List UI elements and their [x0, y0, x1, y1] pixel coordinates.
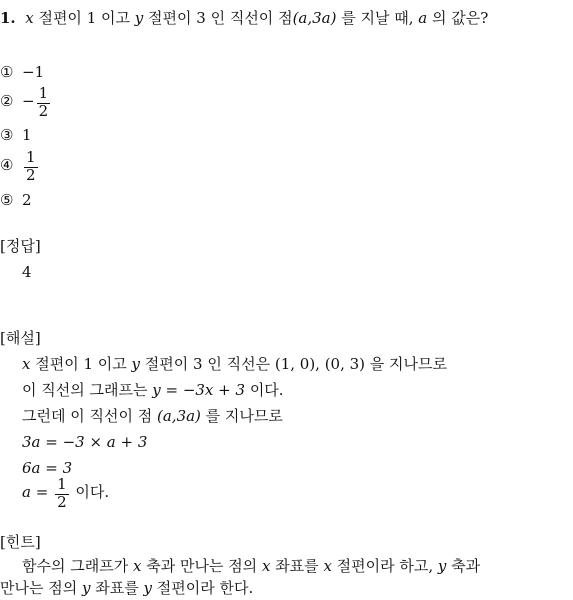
choice-1[interactable]: ① −1: [0, 63, 45, 81]
var-x: x: [25, 9, 34, 27]
fraction: $\frac{1}{2}$: [38, 83, 49, 120]
var-y: y: [134, 9, 144, 27]
hint-label: [힌트]: [0, 533, 41, 551]
explanation-line-4: 3a = −3 × a + 3: [22, 433, 148, 451]
hint-line-2: 만나는 점의 y 좌표를 y 절편이라 한다.: [0, 579, 254, 597]
choice-5[interactable]: ⑤ 2: [0, 191, 32, 209]
var-a: a: [418, 9, 428, 27]
choice-3[interactable]: ③ 1: [0, 126, 32, 144]
hint-line-1: 함수의 그래프가 x 축과 만나는 점의 x 좌표를 x 절편이라 하고, y 축과: [22, 557, 481, 575]
choice-4[interactable]: ④ $\frac{1}{2}$: [0, 147, 36, 184]
question-number: 1.: [0, 9, 16, 27]
explanation-label: [해설]: [0, 329, 41, 347]
answer-value: 4: [22, 263, 32, 281]
question-stem: 1. x 절편이 1 이고 y 절편이 3 인 직선이 점(a,3a) 를 지날 때, a 의 값은?: [0, 9, 489, 27]
fraction: $\frac{1}{2}$: [57, 474, 67, 511]
explanation-line-6: a = $\frac{1}{2}$ 이다.: [22, 474, 110, 511]
choice-2[interactable]: ② − $\frac{1}{2}$: [0, 83, 49, 120]
explanation-line-1: x 절편이 1 이고 y 절편이 3 인 직선은 (1, 0), (0, 3) 을 지나므로: [22, 355, 448, 373]
explanation-line-5: 6a = 3: [22, 459, 73, 477]
fraction: $\frac{1}{2}$: [26, 147, 36, 184]
explanation-line-3: 그런데 이 직선이 점 (a,3a) 를 지나므로: [22, 407, 283, 425]
point-expr: (a,3a): [292, 9, 337, 27]
explanation-line-2: 이 직선의 그래프는 y = −3x + 3 이다.: [22, 381, 284, 399]
answer-label: [정답]: [0, 237, 41, 255]
